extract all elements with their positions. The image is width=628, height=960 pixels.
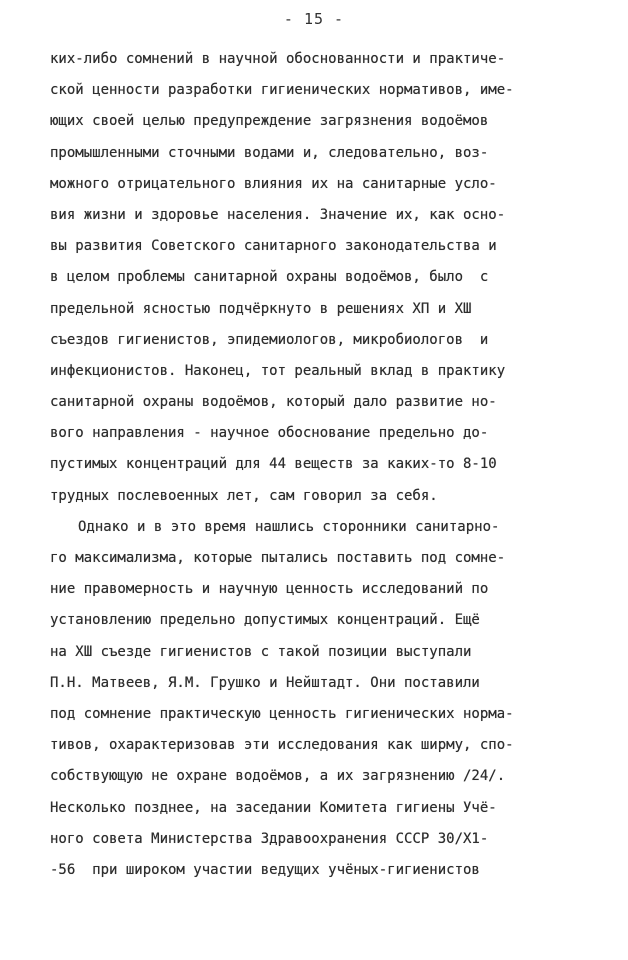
text-line: на ХШ съезде гигиенистов с такой позиции выступали [50, 643, 472, 660]
text-line: предельной ясностью подчёркнуто в решениях ХП и ХШ [50, 300, 472, 317]
text-line: вия жизни и здоровье населения. Значение их, как осно- [50, 206, 506, 223]
text-line: го максимализма, которые пытались поставить под сомне- [50, 550, 506, 566]
text-line: вого направления - научное обоснование предельно до- [50, 425, 489, 442]
text-line: П.Н. Матвеев, Я.М. Грушко и Нейштадт. Они поставили [50, 674, 480, 691]
text-line: ской ценности разработки гигиенических нормативов, име- [50, 82, 514, 99]
text-line: санитарной охраны водоёмов, который дало развитие но- [50, 394, 497, 411]
text-line: установлению предельно допустимых концентраций. Ещё [50, 612, 480, 629]
body-text [50, 44, 590, 886]
text-line: собствующую не охране водоёмов, а их загрязнению /24/. [50, 768, 506, 785]
text-line: пустимых концентраций для 44 веществ за каких-то 8-10 [50, 456, 497, 473]
text-line: инфекционистов. Наконец, тот реальный вклад в практику [50, 362, 506, 379]
text-line: в целом проблемы санитарной охраны водоёмов, было с [50, 269, 489, 286]
text-line: под сомнение практическую ценность гигиенических норма- [50, 705, 514, 722]
text-line: ного совета Министерства Здравоохранения СССР 30/Х1- [50, 830, 489, 847]
page-number: - 15 - [283, 10, 345, 28]
text-line: трудных послевоенных лет, сам говорил за себя. [50, 487, 438, 504]
text-line: вы развития Советского санитарного законодательства и [50, 238, 497, 255]
text-line: съездов гигиенистов, эпидемиологов, микробиологов и [50, 331, 489, 348]
text-line: промышленными сточными водами и, следовательно, воз- [50, 144, 489, 161]
paragraph-start-line: Однако и в это время нашлись сторонники санитарно- [78, 518, 500, 535]
text-line: тивов, охарактеризовав эти исследования как ширму, спо- [50, 737, 514, 754]
text-line: ких-либо сомнений в научной обоснованности и практиче- [50, 51, 506, 67]
text-line: ющих своей целью предупреждение загрязнения водоёмов [50, 113, 489, 130]
text-line: ние правомерность и научную ценность исследований по [50, 581, 489, 598]
text-line: можного отрицательного влияния их на санитарные усло- [50, 175, 497, 192]
text-line: -56 при широком участии ведущих учёных-гигиенистов [50, 861, 480, 878]
text-line: Несколько позднее, на заседании Комитета гигиены Учё- [50, 799, 497, 816]
